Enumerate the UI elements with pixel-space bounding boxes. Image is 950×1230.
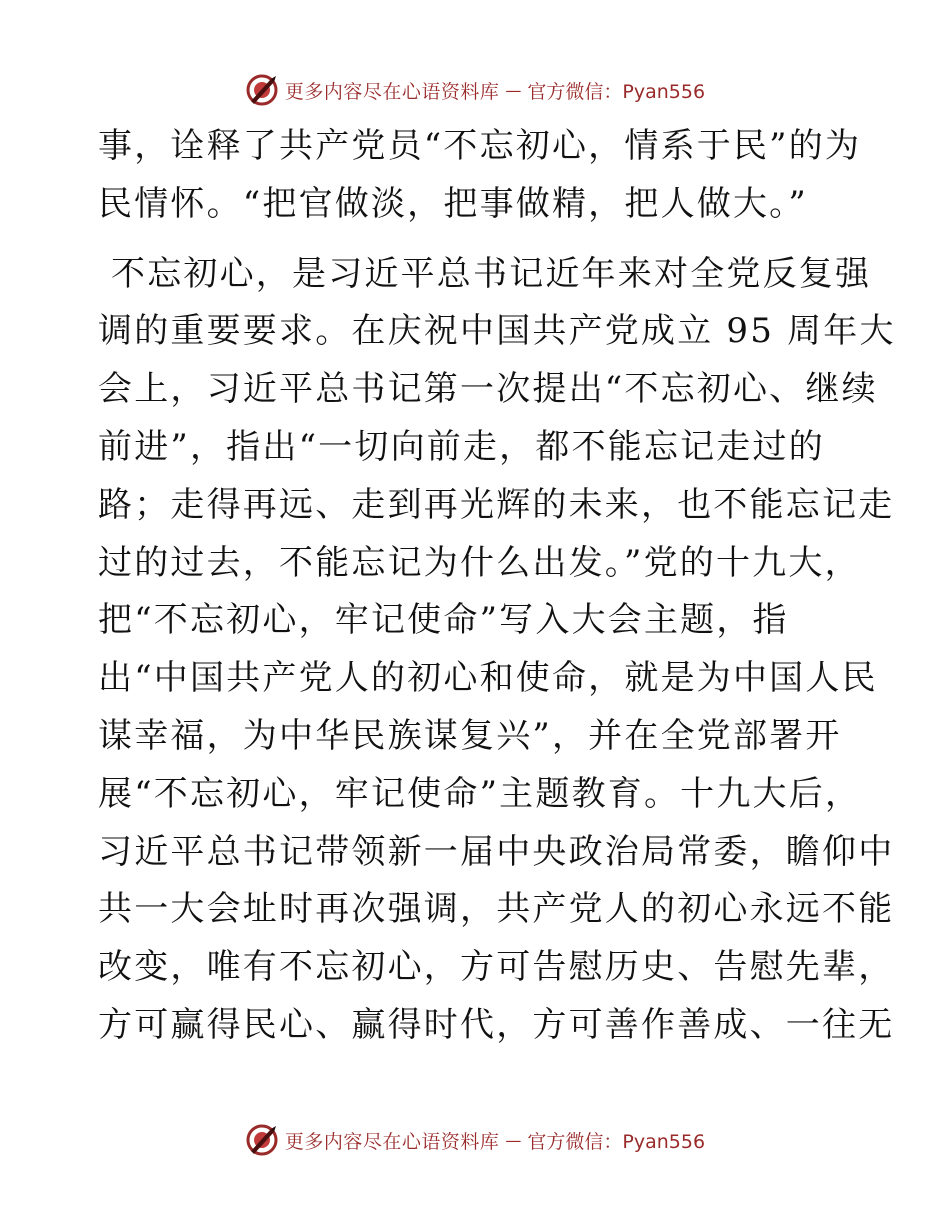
- body-line-3: 不忘初心，是习近平总书记近年来对全党反复强: [98, 253, 872, 294]
- pen-logo-icon: [245, 73, 279, 107]
- pen-logo-icon: [245, 1123, 279, 1157]
- footer-site-text: 更多内容尽在心语资料库: [284, 1130, 500, 1153]
- body-line-15: 改变，唯有不忘初心，方可告慰历史、告慰先辈，: [98, 947, 895, 988]
- body-line-7: 路；走得再远、走到再光辉的未来，也不能忘记走: [98, 484, 895, 525]
- footer-banner: [0, 1120, 950, 1160]
- body-line-9: 把“不忘初心，牢记使命”写入大会主题，指: [98, 600, 789, 641]
- document-body: [98, 118, 896, 1055]
- body-line-16: 方可赢得民心、赢得时代，方可善作善成、一往无: [98, 1004, 895, 1045]
- header-separator: —: [505, 80, 522, 100]
- header-banner: [0, 70, 950, 110]
- body-line-10: 出“中国共产党人的初心和使命，就是为中国人民: [98, 658, 878, 699]
- body-line-6: 前进”，指出“一切向前走，都不能忘记走过的: [98, 426, 825, 467]
- body-line-8: 过的过去，不能忘记为什么出发。”党的十九大，: [98, 542, 861, 583]
- body-line-13: 习近平总书记带领新一届中央政治局常委，瞻仰中: [98, 831, 895, 872]
- body-line-5: 会上，习近平总书记第一次提出“不忘初心、继续: [98, 369, 878, 410]
- body-line-4: 调的重要要求。在庆祝中国共产党成立 95 周年大: [98, 311, 896, 352]
- body-line-2: 民情怀。“把官做淡，把事做精，把人做大。”: [98, 183, 808, 224]
- body-line-14: 共一大会址时再次强调，共产党人的初心永远不能: [98, 889, 895, 930]
- header-banner-inner: [245, 73, 705, 107]
- body-line-1: 事，诠释了共产党员“不忘初心，情系于民”的为: [98, 126, 862, 166]
- header-wechat-text: 官方微信：Pyan556: [527, 80, 706, 103]
- footer-separator: —: [505, 1130, 522, 1150]
- header-site-text: 更多内容尽在心语资料库: [284, 80, 500, 103]
- footer-wechat-text: 官方微信：Pyan556: [527, 1130, 706, 1153]
- body-line-11: 谋幸福，为中华民族谋复兴”，并在全党部署开: [98, 715, 842, 756]
- body-line-12: 展“不忘初心，牢记使命”主题教育。十九大后，: [98, 773, 862, 814]
- footer-banner-inner: [245, 1123, 705, 1157]
